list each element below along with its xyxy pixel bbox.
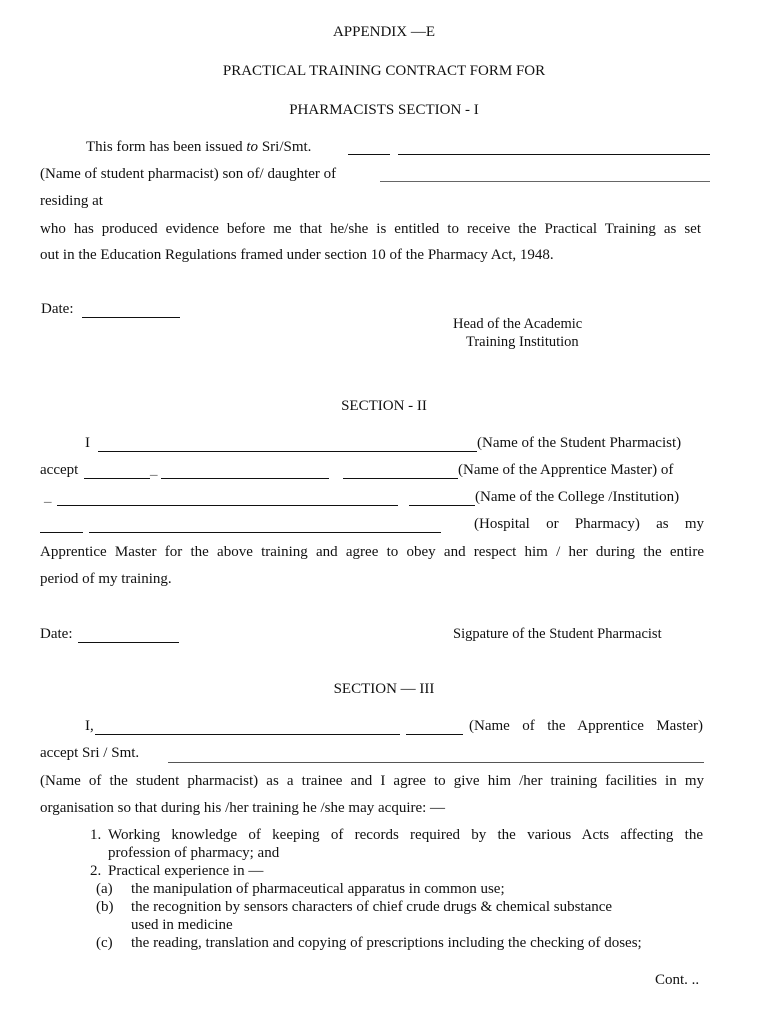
hospital-pharmacy-label: (Hospital or Pharmacy) as my (474, 516, 704, 532)
subitem-b-number: (b) (96, 899, 114, 915)
student-name-blank[interactable] (98, 435, 477, 452)
accept-label: accept (40, 462, 79, 478)
apprentice-name-blank-2[interactable] (406, 718, 463, 735)
section-3-i-label: I, (85, 718, 94, 734)
form-title: PRACTICAL TRAINING CONTRACT FORM FOR (222, 63, 546, 79)
hospital-blank-1[interactable] (40, 516, 83, 533)
subitem-c-text: the reading, translation and copying of prescriptions including the checking of doses; (131, 935, 642, 951)
issued-to: to (246, 139, 259, 155)
section-1-date-blank[interactable] (82, 301, 180, 318)
section-2-i-label: I (85, 435, 90, 451)
apprentice-master-name-label: (Name of the Apprentice Master) (469, 718, 703, 734)
section-2-body-line-1: Apprentice Master for the above training and agree to obey and respect him / her during the entire (40, 544, 704, 560)
item-1-number: 1. (90, 827, 102, 843)
subitem-a-number: (a) (96, 881, 113, 897)
head-institution-line-2: Training Institution (466, 334, 579, 350)
section-2-title: SECTION - II (341, 398, 427, 414)
subitem-b-text-line-1: the recognition by sensors characters of chief crude drugs & chemical substance (131, 899, 613, 915)
section-3-body-line-1: (Name of the student pharmacist) as a trainee and I agree to give him /her training facilities in my (40, 773, 704, 789)
head-institution-line-1: Head of the Academic (453, 316, 583, 332)
section-1-body-line-2: out in the Education Regulations framed under section 10 of the Pharmacy Act, 1948. (40, 247, 554, 263)
item-1-text-line-1: Working knowledge of keeping of records required by the various Acts affecting the (108, 827, 703, 843)
issued-name-blank[interactable] (398, 139, 710, 155)
appendix-label: APPENDIX —E (332, 24, 436, 40)
section-2-body-line-2: period of my training. (40, 571, 172, 587)
subitem-b-text-line-2: used in medicine (131, 917, 233, 933)
subitem-a-text: the manipulation of pharmaceutical apparatus in common use; (131, 881, 505, 897)
college-blank-1[interactable] (57, 489, 398, 506)
apprentice-name-blank-1[interactable] (95, 718, 400, 735)
section-3-body-line-2: organisation so that during his /her training he /she may acquire: — (40, 800, 446, 816)
subitem-c-number: (c) (96, 935, 113, 951)
section-2-date-blank[interactable] (78, 626, 179, 643)
issued-line (86, 139, 311, 156)
student-pharmacist-label: (Name of the Student Pharmacist) (477, 435, 682, 451)
issued-prefix: This form has been issued (86, 139, 247, 155)
accept-sri-smt-label: accept Sri / Smt. (40, 745, 140, 761)
issued-blank-short[interactable] (348, 139, 390, 155)
apprentice-master-label: (Name of the Apprentice Master) of (458, 462, 674, 478)
name-of-student-label: (Name of student pharmacist) son of/ daughter of (40, 166, 337, 182)
item-1-text-line-2: profession of pharmacy; and (108, 845, 280, 861)
residing-label: residing at (40, 193, 103, 209)
section-1-title: PHARMACISTS SECTION - I (289, 102, 479, 118)
section-1-body-line-1: who has produced evidence before me that he/she is entitled to receive the Practical Training as set (40, 221, 701, 237)
accept-blank-2[interactable] (161, 462, 329, 479)
issued-suffix: Sri/Smt. (258, 139, 312, 155)
trainee-name-blank[interactable] (168, 745, 704, 763)
item-2-number: 2. (90, 863, 102, 879)
section-1-date-label: Date: (41, 301, 74, 317)
accept-blank-3[interactable] (343, 462, 458, 479)
college-institution-label: (Name of the College /Institution) (475, 489, 680, 505)
item-2-text: Practical experience in — (108, 863, 264, 879)
accept-dash: _ (150, 462, 158, 478)
parent-name-blank[interactable] (380, 166, 710, 182)
section-3-title: SECTION — III (333, 681, 435, 697)
continued-label: Cont. .. (655, 972, 700, 988)
hospital-blank-2[interactable] (89, 516, 441, 533)
accept-blank-1[interactable] (84, 462, 150, 479)
section-2-date-label: Date: (40, 626, 73, 642)
student-signature-label: Sigpature of the Student Pharmacist (453, 626, 662, 642)
college-dash: _ (44, 489, 52, 505)
college-blank-2[interactable] (409, 489, 475, 506)
